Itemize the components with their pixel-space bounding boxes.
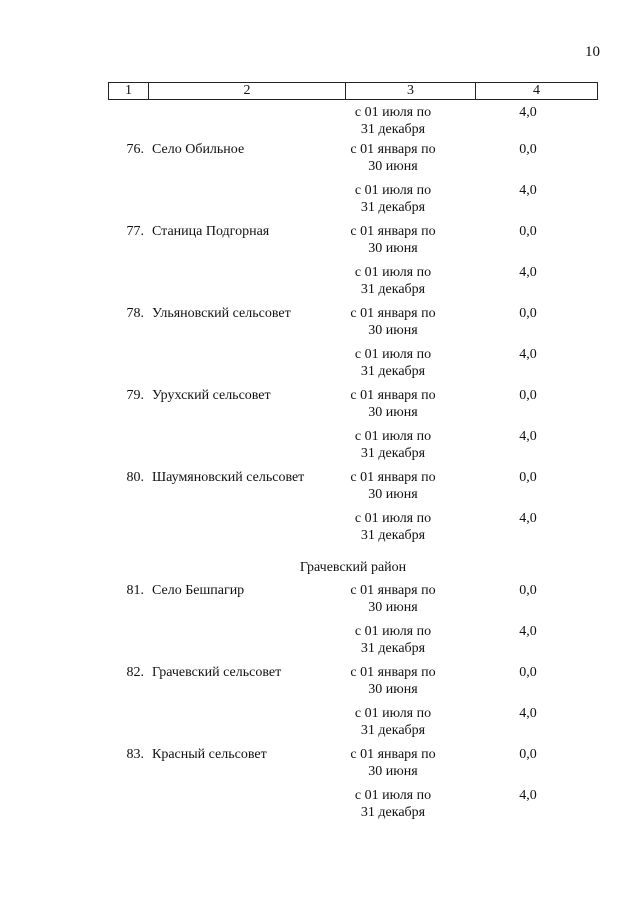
row-number: 82.	[126, 665, 144, 680]
period-line-1: с 01 июля по	[354, 788, 432, 803]
header-col-4: 4	[533, 83, 540, 98]
row-name: Село Бешпагир	[152, 583, 245, 598]
table-row	[108, 104, 598, 141]
row-name	[148, 104, 323, 141]
row-value: 0,0	[519, 470, 537, 485]
period-line-2: 31 декабря	[360, 200, 426, 215]
period-line-1: с 01 июля по	[354, 706, 432, 721]
table-row	[108, 346, 598, 387]
row-number	[108, 346, 148, 387]
period-line-2: 30 июня	[368, 405, 418, 420]
table-row	[108, 582, 598, 623]
row-name: Станица Подгорная	[152, 224, 270, 239]
section-row	[108, 551, 598, 582]
row-period	[323, 428, 463, 469]
row-value: 4,0	[519, 105, 537, 120]
table-body	[108, 104, 598, 828]
table-row	[108, 264, 598, 305]
row-name	[148, 428, 323, 469]
row-number	[108, 510, 148, 551]
row-number	[108, 182, 148, 223]
row-period	[323, 746, 463, 787]
period-line-1: с 01 июля по	[354, 624, 432, 639]
row-period	[323, 182, 463, 223]
row-number: 80.	[126, 470, 144, 485]
table-row	[108, 305, 598, 346]
period-line-2: 30 июня	[368, 600, 418, 615]
row-name	[148, 787, 323, 828]
page-number: 10	[585, 44, 600, 60]
period-line-1: с 01 июля по	[354, 511, 432, 526]
row-name	[148, 264, 323, 305]
table-row	[108, 428, 598, 469]
period-line-2: 31 декабря	[360, 723, 426, 738]
table-header	[108, 82, 598, 100]
row-period	[323, 582, 463, 623]
row-number: 83.	[126, 747, 144, 762]
header-col-1: 1	[109, 83, 149, 99]
row-period	[323, 510, 463, 551]
period-line-2: 31 декабря	[360, 641, 426, 656]
period-line-2: 31 декабря	[360, 446, 426, 461]
period-line-1: с 01 января по	[350, 665, 436, 680]
period-line-2: 31 декабря	[360, 805, 426, 820]
table-row	[108, 664, 598, 705]
row-number	[108, 705, 148, 746]
row-value: 0,0	[519, 665, 537, 680]
table-row	[108, 223, 598, 264]
period-line-2: 30 июня	[368, 764, 418, 779]
row-value: 4,0	[519, 511, 537, 526]
row-value: 0,0	[519, 142, 537, 157]
row-period	[323, 305, 463, 346]
period-line-1: с 01 января по	[350, 388, 436, 403]
row-value: 0,0	[519, 747, 537, 762]
period-line-1: с 01 января по	[350, 142, 436, 157]
period-line-2: 30 июня	[368, 323, 418, 338]
row-period	[323, 141, 463, 182]
period-line-1: с 01 января по	[350, 747, 436, 762]
header-col-3: 3	[346, 83, 476, 99]
row-period	[323, 705, 463, 746]
row-value: 4,0	[519, 706, 537, 721]
row-name: Грачевский сельсовет	[152, 665, 282, 680]
row-number: 81.	[126, 583, 144, 598]
row-value: 4,0	[519, 788, 537, 803]
row-period	[323, 623, 463, 664]
period-line-2: 31 декабря	[360, 282, 426, 297]
row-value: 4,0	[519, 347, 537, 362]
period-line-1: с 01 июля по	[354, 183, 432, 198]
period-line-1: с 01 июля по	[354, 105, 432, 120]
header-col-2: 2	[149, 83, 346, 99]
row-value: 0,0	[519, 306, 537, 321]
row-name	[148, 346, 323, 387]
row-period	[323, 664, 463, 705]
period-line-2: 31 декабря	[360, 122, 426, 137]
section-title: Грачевский район	[299, 560, 407, 575]
table-row	[108, 182, 598, 223]
row-number	[108, 787, 148, 828]
row-number	[108, 428, 148, 469]
period-line-2: 30 июня	[368, 159, 418, 174]
period-line-1: с 01 января по	[350, 583, 436, 598]
row-name: Урухский сельсовет	[152, 388, 271, 403]
row-number	[108, 264, 148, 305]
row-value: 4,0	[519, 183, 537, 198]
row-period	[323, 223, 463, 264]
row-number	[108, 104, 148, 141]
row-name: Красный сельсовет	[152, 747, 267, 762]
row-value: 0,0	[519, 388, 537, 403]
row-name	[148, 510, 323, 551]
table-row	[108, 141, 598, 182]
row-name	[148, 182, 323, 223]
row-number: 78.	[126, 306, 144, 321]
table-row	[108, 623, 598, 664]
row-value: 4,0	[519, 265, 537, 280]
row-period	[323, 469, 463, 510]
period-line-1: с 01 июля по	[354, 429, 432, 444]
table-row	[108, 469, 598, 510]
row-name: Село Обильное	[152, 142, 245, 157]
row-period	[323, 787, 463, 828]
row-number: 77.	[126, 224, 144, 239]
row-period	[323, 104, 463, 141]
period-line-2: 30 июня	[368, 682, 418, 697]
row-value: 0,0	[519, 583, 537, 598]
row-period	[323, 387, 463, 428]
row-number: 79.	[126, 388, 144, 403]
row-number: 76.	[126, 142, 144, 157]
row-value: 4,0	[519, 624, 537, 639]
row-value: 4,0	[519, 429, 537, 444]
table-row	[108, 787, 598, 828]
table-row	[108, 510, 598, 551]
row-period	[323, 346, 463, 387]
row-name: Ульяновский сельсовет	[152, 306, 291, 321]
period-line-1: с 01 января по	[350, 470, 436, 485]
period-line-2: 31 декабря	[360, 528, 426, 543]
period-line-2: 30 июня	[368, 487, 418, 502]
row-period	[323, 264, 463, 305]
row-name: Шаумяновский сельсовет	[152, 470, 305, 485]
period-line-1: с 01 января по	[350, 306, 436, 321]
period-line-1: с 01 июля по	[354, 347, 432, 362]
row-value: 0,0	[519, 224, 537, 239]
period-line-1: с 01 января по	[350, 224, 436, 239]
row-name	[148, 623, 323, 664]
row-number	[108, 623, 148, 664]
row-name	[148, 705, 323, 746]
table-row	[108, 387, 598, 428]
period-line-2: 31 декабря	[360, 364, 426, 379]
table-row	[108, 705, 598, 746]
table-row	[108, 746, 598, 787]
period-line-2: 30 июня	[368, 241, 418, 256]
period-line-1: с 01 июля по	[354, 265, 432, 280]
